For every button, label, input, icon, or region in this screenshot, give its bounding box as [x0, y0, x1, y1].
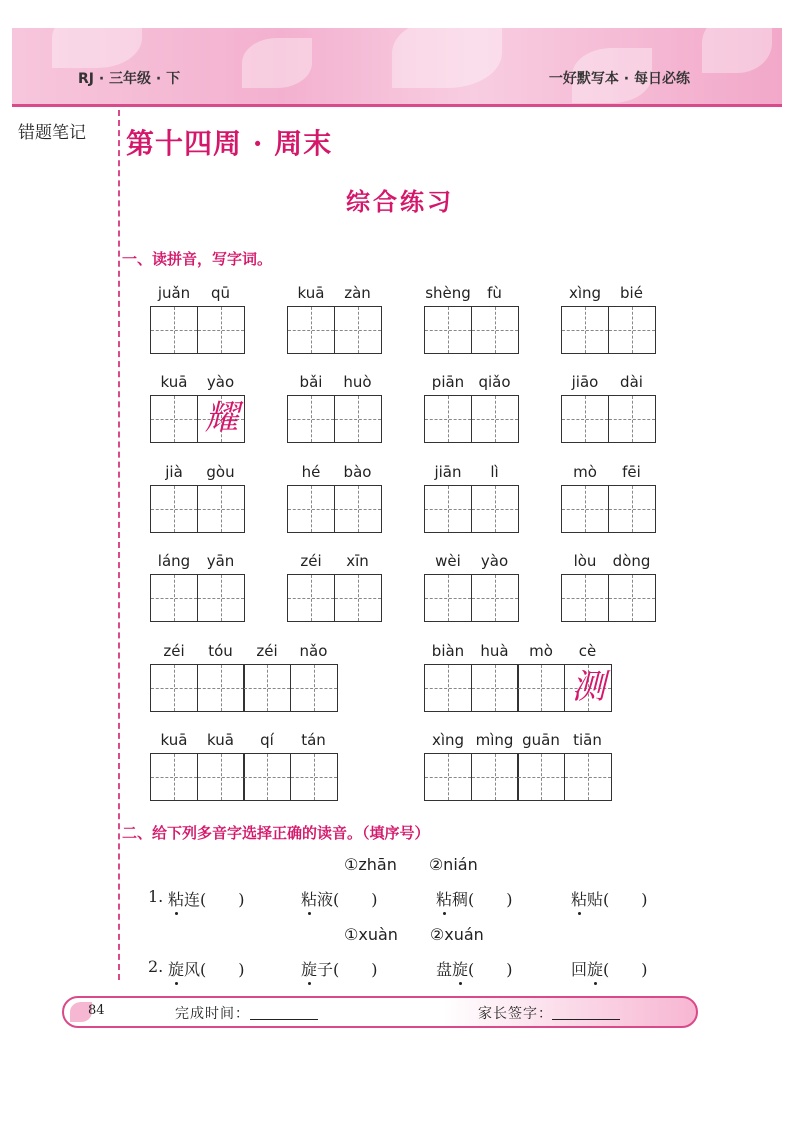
answer-blank: ( )	[603, 960, 648, 979]
polyphone-char: 旋	[301, 960, 318, 979]
pinyin-label: yān	[206, 552, 235, 570]
tian-grid-cell[interactable]	[424, 485, 472, 533]
pinyin-label: huò	[343, 373, 372, 391]
series-label: 一好默写本 · 每日必练	[548, 71, 690, 87]
writing-boxes	[150, 664, 338, 712]
parent-signature-field[interactable]	[552, 1019, 620, 1020]
answer-blank: 液( )	[317, 890, 378, 909]
pinyin-label: dòng	[612, 552, 651, 570]
tian-grid-cell[interactable]	[424, 574, 472, 622]
tian-grid-cell[interactable]	[150, 395, 198, 443]
pinyin-label: mò	[573, 463, 597, 481]
pinyin-label: kuā	[160, 731, 188, 749]
tian-grid-cell[interactable]	[287, 485, 335, 533]
pinyin-label: qí	[260, 731, 274, 749]
writing-boxes	[424, 753, 612, 801]
question-number: 2.	[148, 957, 164, 976]
tian-grid-cell[interactable]	[471, 306, 519, 354]
writing-boxes	[424, 574, 519, 622]
pinyin-label: tán	[301, 731, 326, 749]
pinyin-label: kuā	[160, 373, 188, 391]
answer-blank: 稠( )	[452, 890, 513, 909]
answer-blank: 子( )	[317, 960, 378, 979]
writing-boxes	[561, 395, 656, 443]
tian-grid-cell[interactable]	[150, 485, 198, 533]
pinyin-label: kuā	[297, 284, 325, 302]
pinyin-label: láng	[157, 552, 191, 570]
pinyin-label: zéi	[256, 642, 278, 660]
pinyin-label: xìng	[568, 284, 602, 302]
tian-grid-cell[interactable]	[564, 753, 612, 801]
tian-grid-cell[interactable]	[290, 664, 338, 712]
pinyin-label: wèi	[435, 552, 461, 570]
pinyin-label: mò	[529, 642, 553, 660]
pinyin-label: biàn	[431, 642, 465, 660]
pinyin-label: juǎn	[157, 284, 191, 302]
tian-grid-cell[interactable]	[424, 395, 472, 443]
pinyin-label: zàn	[344, 284, 371, 302]
page-subtitle: 综合练习	[346, 188, 454, 216]
tian-grid-cell[interactable]	[150, 306, 198, 354]
tian-grid-cell[interactable]	[287, 574, 335, 622]
pinyin-label: piān	[431, 373, 465, 391]
pinyin-label: jiāo	[571, 373, 599, 391]
tian-grid-cell[interactable]	[290, 753, 338, 801]
pronunciation-options: ①xuàn ②xuán	[344, 925, 484, 944]
answer-blank: 连( )	[184, 890, 245, 909]
answer-blank: ( )	[468, 960, 513, 979]
pinyin-label: hé	[301, 463, 321, 481]
pinyin-label: zéi	[163, 642, 185, 660]
tian-grid-cell[interactable]	[334, 574, 382, 622]
petal-decoration	[702, 28, 772, 73]
tian-grid-cell[interactable]	[150, 574, 198, 622]
pinyin-label: bǎi	[299, 373, 323, 391]
polyphone-item[interactable]	[301, 957, 378, 980]
section1-heading: 一、读拼音，写字词。	[122, 250, 273, 268]
writing-boxes	[424, 485, 519, 533]
question-number: 1.	[148, 887, 164, 906]
tian-grid-cell[interactable]	[334, 395, 382, 443]
tian-grid-cell[interactable]	[424, 306, 472, 354]
writing-boxes	[424, 306, 519, 354]
handwritten-answer: 测	[571, 667, 606, 707]
writing-boxes	[561, 574, 656, 622]
pinyin-label: jià	[165, 463, 183, 481]
tian-grid-cell[interactable]	[334, 485, 382, 533]
error-notes-label: 错题笔记	[18, 123, 86, 143]
petal-decoration	[392, 28, 502, 88]
completion-time-label: 完成时间：	[175, 1006, 250, 1022]
pinyin-label: dài	[620, 373, 643, 391]
pinyin-label: fēi	[622, 463, 641, 481]
handwritten-answer: 耀	[204, 398, 239, 438]
pinyin-label: xìng	[431, 731, 465, 749]
tian-grid-cell[interactable]	[608, 306, 656, 354]
tian-grid-cell[interactable]	[197, 664, 245, 712]
polyphone-char: 旋	[452, 960, 469, 979]
pinyin-label: mìng	[475, 731, 514, 749]
margin-dashed-line	[118, 110, 120, 980]
pinyin-label: cè	[578, 642, 597, 660]
tian-grid-cell[interactable]	[471, 664, 519, 712]
pinyin-label: tiān	[573, 731, 602, 749]
tian-grid-cell[interactable]	[517, 753, 565, 801]
pinyin-label: bào	[343, 463, 372, 481]
polyphone-item[interactable]	[571, 957, 648, 980]
tian-grid-cell[interactable]	[334, 306, 382, 354]
tian-grid-cell[interactable]	[608, 574, 656, 622]
writing-boxes	[150, 306, 245, 354]
pinyin-label: lì	[490, 463, 499, 481]
pinyin-label: kuā	[207, 731, 234, 749]
tian-grid-cell[interactable]	[561, 574, 609, 622]
tian-grid-cell[interactable]	[561, 306, 609, 354]
pinyin-label: zéi	[300, 552, 322, 570]
pinyin-label: fù	[487, 284, 502, 302]
pinyin-label: qū	[210, 284, 231, 302]
word-prefix: 回	[571, 960, 588, 979]
polyphone-char: 粘	[168, 890, 185, 909]
polyphone-char: 旋	[587, 960, 604, 979]
pinyin-label: jiān	[434, 463, 462, 481]
pinyin-label: huà	[480, 642, 509, 660]
tian-grid-cell[interactable]	[197, 753, 245, 801]
answer-blank: 风( )	[184, 960, 245, 979]
pinyin-label: lòu	[573, 552, 597, 570]
word-prefix: 盘	[436, 960, 453, 979]
pinyin-label: xīn	[346, 552, 369, 570]
writing-boxes	[561, 485, 656, 533]
polyphone-item[interactable]	[168, 957, 245, 980]
tian-grid-cell[interactable]	[561, 395, 609, 443]
pinyin-label: shèng	[425, 284, 471, 302]
petal-decoration	[52, 28, 142, 68]
tian-grid-cell[interactable]	[424, 753, 472, 801]
tian-grid-cell[interactable]	[197, 574, 245, 622]
page-number: 84	[88, 1003, 105, 1018]
pinyin-label: bié	[620, 284, 643, 302]
polyphone-char: 粘	[436, 890, 453, 909]
tian-grid-cell[interactable]	[150, 664, 198, 712]
writing-boxes	[150, 485, 245, 533]
answer-blank: 贴( )	[587, 890, 648, 909]
tian-grid-cell[interactable]	[197, 306, 245, 354]
tian-grid-cell[interactable]	[287, 395, 335, 443]
writing-boxes	[150, 753, 338, 801]
tian-grid-cell[interactable]	[243, 664, 291, 712]
pinyin-label: nǎo	[299, 642, 328, 660]
writing-boxes	[287, 485, 382, 533]
writing-boxes	[287, 574, 382, 622]
tian-grid-cell[interactable]	[471, 574, 519, 622]
polyphone-char: 旋	[168, 960, 185, 979]
petal-decoration	[242, 38, 312, 88]
writing-boxes	[287, 306, 382, 354]
tian-grid-cell[interactable]	[471, 395, 519, 443]
tian-grid-cell[interactable]	[197, 485, 245, 533]
section2-heading: 二、给下列多音字选择正确的读音。（填序号）	[122, 824, 430, 842]
tian-grid-cell[interactable]	[561, 485, 609, 533]
grade-label: RJ · 三年级 · 下	[78, 71, 181, 87]
pinyin-label: gòu	[206, 463, 235, 481]
pinyin-label: qiǎo	[478, 373, 511, 391]
page-header-banner	[12, 28, 782, 104]
parent-signature-label: 家长签字：	[478, 1006, 553, 1022]
tian-grid-cell[interactable]	[424, 664, 472, 712]
header-divider	[12, 104, 782, 107]
writing-boxes	[561, 306, 656, 354]
polyphone-item[interactable]	[168, 887, 245, 910]
polyphone-item[interactable]	[301, 887, 378, 910]
writing-boxes	[287, 395, 382, 443]
tian-grid-cell[interactable]	[608, 485, 656, 533]
polyphone-char: 粘	[301, 890, 318, 909]
writing-boxes	[150, 574, 245, 622]
completion-time-field[interactable]	[250, 1019, 318, 1020]
pinyin-label: yào	[480, 552, 509, 570]
tian-grid-cell[interactable]	[287, 306, 335, 354]
pinyin-label: yào	[206, 373, 235, 391]
tian-grid-cell[interactable]	[608, 395, 656, 443]
footer-bar	[62, 996, 698, 1028]
polyphone-item[interactable]	[436, 957, 513, 980]
tian-grid-cell[interactable]	[150, 753, 198, 801]
pronunciation-options: ①zhān ②nián	[344, 855, 478, 874]
tian-grid-cell[interactable]	[243, 753, 291, 801]
writing-boxes	[424, 395, 519, 443]
polyphone-char: 粘	[571, 890, 588, 909]
page-title: 第十四周 · 周末	[126, 127, 333, 160]
polyphone-item[interactable]	[571, 887, 648, 910]
tian-grid-cell[interactable]	[517, 664, 565, 712]
tian-grid-cell[interactable]	[471, 485, 519, 533]
polyphone-item[interactable]	[436, 887, 513, 910]
pinyin-label: tóu	[208, 642, 233, 660]
pinyin-label: guān	[522, 731, 560, 749]
tian-grid-cell[interactable]	[471, 753, 519, 801]
